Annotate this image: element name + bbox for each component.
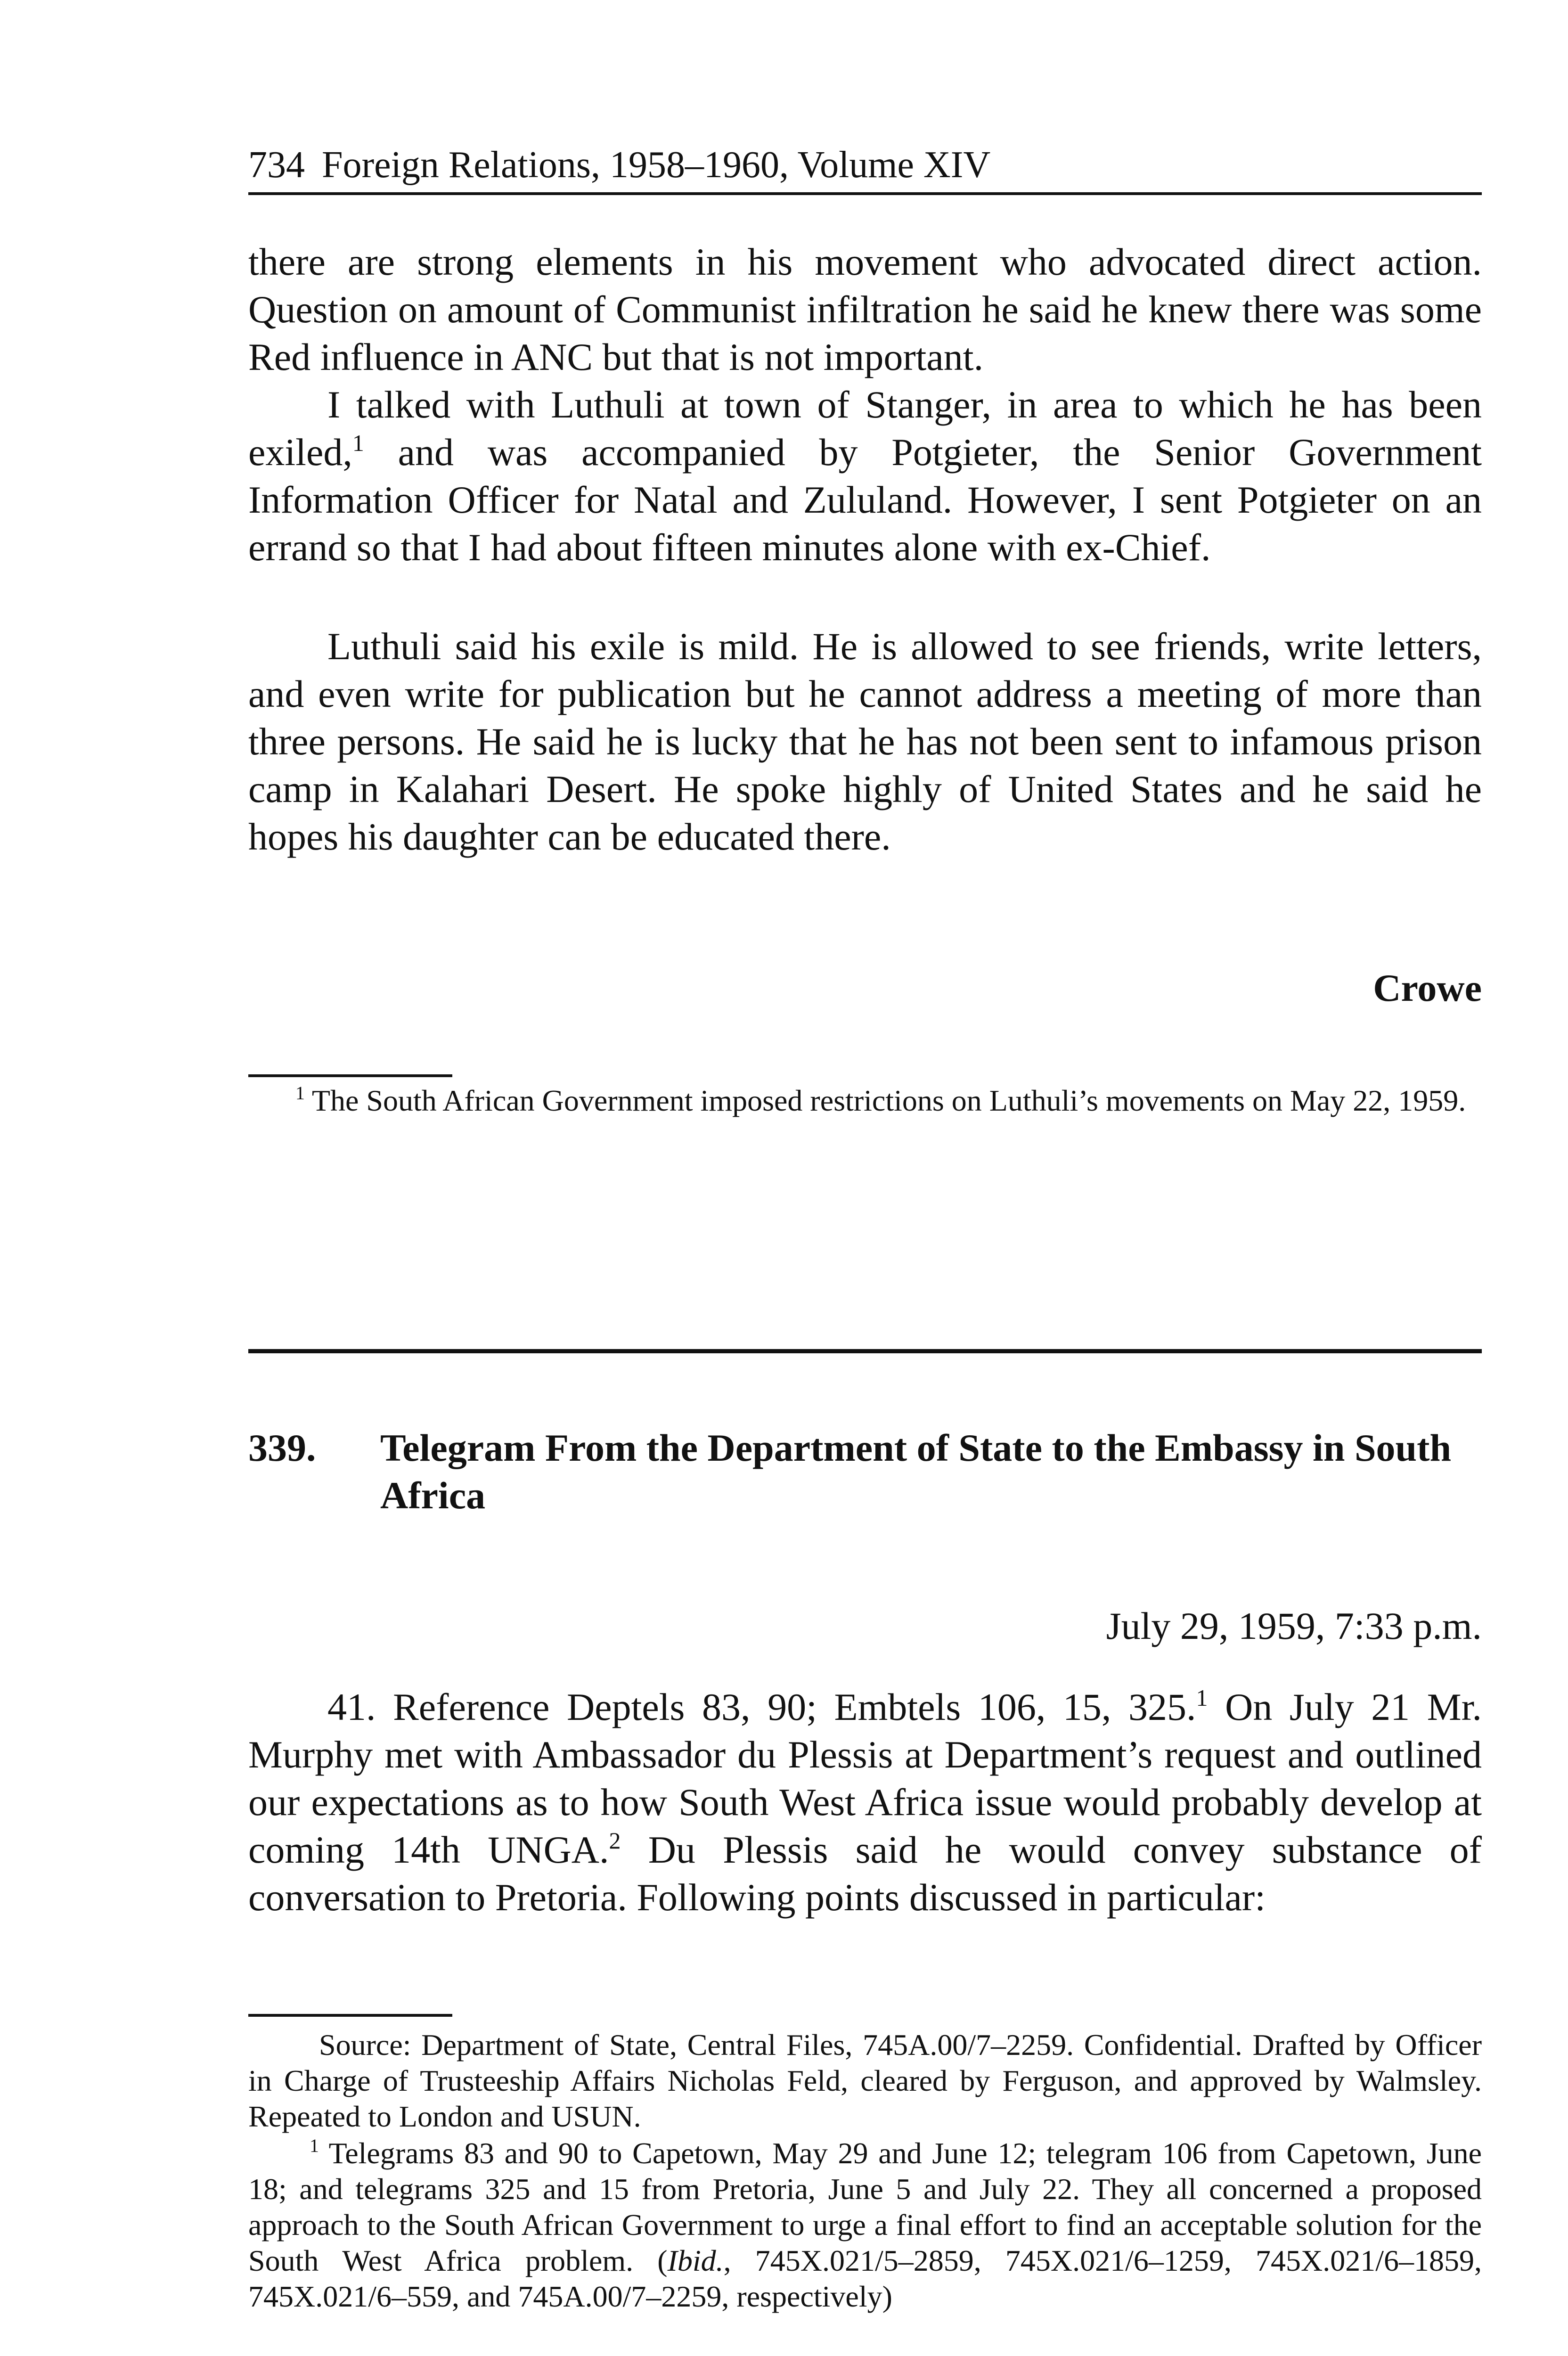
footnote-reference: 1 xyxy=(1196,1685,1208,1711)
footnote-reference: 1 xyxy=(352,430,364,456)
footnote-telegrams: $^1$ Telegrams 83 and 90 to Capetown, May 29 and June 12; telegram 106 from Capetown, June 18; and telegrams 325 and 15 from Pretoria, June 5 and July 22. They all concerned a proposed approach to the South African Government to urge a final effort to find an acceptable solution for the South West Africa problem. (Ibid., 745X.021/5–2859, 745X.021/6–1259, 745X.021/6–1859, 745X.021/6–559, and 745A.00/7–2259, respectively) xyxy=(248,2135,1482,2313)
page xyxy=(248,0,1482,2356)
body-paragraph-stanger: I talked with Luthuli at town of Stanger, in area to which he has been exiled,$^1$ and was accompanied by Potgieter, the Senior Government Information Officer for Natal and Zululand. However, I sent Potgieter on an errand so that I had about fifteen minutes alone with ex-Chief. xyxy=(248,383,1482,569)
dateline: July 29, 1959, 7:33 p.m. xyxy=(1106,1604,1482,1647)
signature: Crowe xyxy=(1373,966,1482,1009)
body-paragraph-exile: Luthuli said his exile is mild. He is allowed to see friends, write letters, and even write for publication but he cannot address a meeting of more than three persons. He said he is lucky that he has not been sent to infamous prison camp in Kalahari Desert. He spoke highly of United States and he said he hopes his daughter can be educated there. xyxy=(248,625,1482,858)
section-divider xyxy=(248,1349,1482,1353)
body-paragraph-continuation: there are strong elements in his movement who advocated direct action. Question on amount of Communist infiltration he said he knew there was some Red influence in ANC but that is not important. xyxy=(248,240,1482,378)
document-title: Telegram From the Department of State to the Embassy in South Africa xyxy=(380,1426,1452,1517)
footnote-rule xyxy=(248,1074,452,1077)
running-head xyxy=(248,141,1482,188)
footnote-luthuli: $^1$ The South African Government imposed restrictions on Luthuli’s movements on May 22, 1959. xyxy=(295,1082,1466,1117)
header-rule xyxy=(248,192,1482,195)
series-title: Foreign Relations, 1958–1960, Volume XIV xyxy=(322,144,991,186)
footnote-reference: 2 xyxy=(609,1827,621,1854)
page-number: 734 xyxy=(248,144,305,186)
telegram-body: 41. Reference Deptels 83, 90; Embtels 106, 15, 325.$^1$ On July 21 Mr. Murphy met with Ambassador du Plessis at Department’s request and outlined our expectations as to how South West Africa issue would probably develop at coming 14th UNGA.$^2$ Du Plessis said he would convey substance of conversation to Pretoria. Following points discussed in particular: xyxy=(248,1685,1482,1919)
document-number: 339. xyxy=(248,1426,316,1469)
footnote-rule xyxy=(248,2014,452,2017)
source-note: Source: Department of State, Central Files, 745A.00/7–2259. Confidential. Drafted by Officer in Charge of Trusteeship Affairs Nicholas Feld, cleared by Ferguson, and approved by Walmsley. Repeated to London and USUN. xyxy=(248,2028,1482,2133)
